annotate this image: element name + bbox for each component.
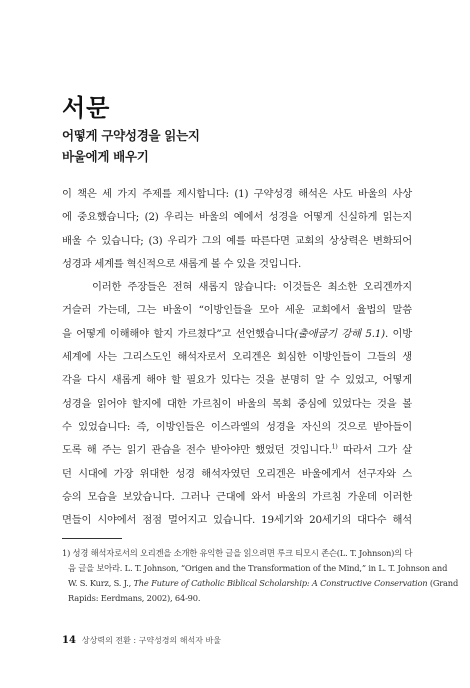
body-line: 승의 모습을 보았습니다. 그러나 근대에 와서 바울의 가르침 가운데 이러한 [62,490,412,503]
body-line-text: 따라서 그가 살 [337,444,412,457]
body-line-text: 도록 해 주는 읽기 관습을 전수 받아야만 했었던 것입니다. [62,444,332,457]
footnote-line: 1) 성경 해석자로서의 오리겐을 소개한 유익한 글을 읽으려면 루크 티모시 존슨(L. T. Johnson)의 다 [62,548,413,558]
citation: (출애굽기 강해 5.1) [294,327,385,340]
body-line: 배울 수 있습니다; (3) 우리가 그의 예를 따른다면 교회의 상상력은 변화되어 [62,234,412,247]
body-line: 이러한 주장들은 전혀 새롭지 않습니다: 이것들은 최소한 오리겐까지 [92,281,412,294]
body-line [62,439,412,462]
body-line: 각을 다시 새롭게 해야 할 필요가 있다는 것을 분명히 알 수 있었고, 어떻게 [62,374,412,387]
book-title: The Future of Catholic Biblical Scholarship: A Constructive Conservation [133,578,428,588]
body-line: 수 있었습니다: 즉, 이방인들은 이스라엘의 성경을 자신의 것으로 받아들이 [62,420,412,433]
body-line: 거슬러 가는데, 그는 바울이 “이방인들을 모아 세운 교회에서 율법의 말씀 [62,304,412,317]
body-text [62,183,412,532]
footnote-text: W. S. Kurz, S. J., [68,578,134,588]
footnote-text: (Grand [427,578,459,588]
footnote-line [62,576,459,591]
footnotes [62,546,459,606]
body-line: 면들이 시야에서 점점 멀어지고 있습니다. 19세기와 20세기의 대다수 해석 [62,514,412,527]
subtitle-line: 어떻게 구약성경을 읽는지 [62,128,200,143]
body-line: 이 책은 세 가지 주제를 제시합니다: (1) 구약성경 해석은 사도 바울의 사상 [62,188,412,200]
running-head: 상상력의 전환 : 구약성경의 해석자 바울 [81,636,221,645]
footnote-line: Rapids: Eerdmans, 2002), 64-90. [68,593,201,603]
footnote-divider [62,538,122,539]
body-line: 세계에 사는 그리스도인 해석자로서 오리겐은 회심한 이방인들이 그들의 생 [62,351,412,364]
body-line-text: . 이방 [384,327,412,340]
body-line: 성경과 세계를 혁신적으로 새롭게 볼 수 있을 것입니다. [62,257,302,270]
page-number: 14 [62,635,76,646]
chapter-subtitle [62,125,200,167]
body-line: 에 중요했습니다; (2) 우리는 바울의 예에서 성경을 어떻게 신실하게 읽는지 [62,211,412,224]
body-line-text: 을 어떻게 이해해야 할지 가르쳤다”고 선언했습니다 [62,327,295,340]
body-line [62,323,412,346]
footnote-marker[interactable]: 1) [331,443,338,451]
footnote-line: 음 글을 보아라. L. T. Johnson, “Origen and the Transformation of the Mind,” in L. T. Johnson and [68,563,448,573]
subtitle-line: 바울에게 배우기 [62,149,149,164]
chapter-title: 서문 [62,93,111,122]
body-line: 던 시대에 가장 위대한 성경 해석자였던 오리겐은 바울에게서 선구자와 스 [62,467,412,480]
running-footer [62,635,221,646]
body-line: 성경을 읽어야 할지에 대한 가르침이 바울의 목회 중심에 있었다는 것을 볼 [62,397,412,410]
